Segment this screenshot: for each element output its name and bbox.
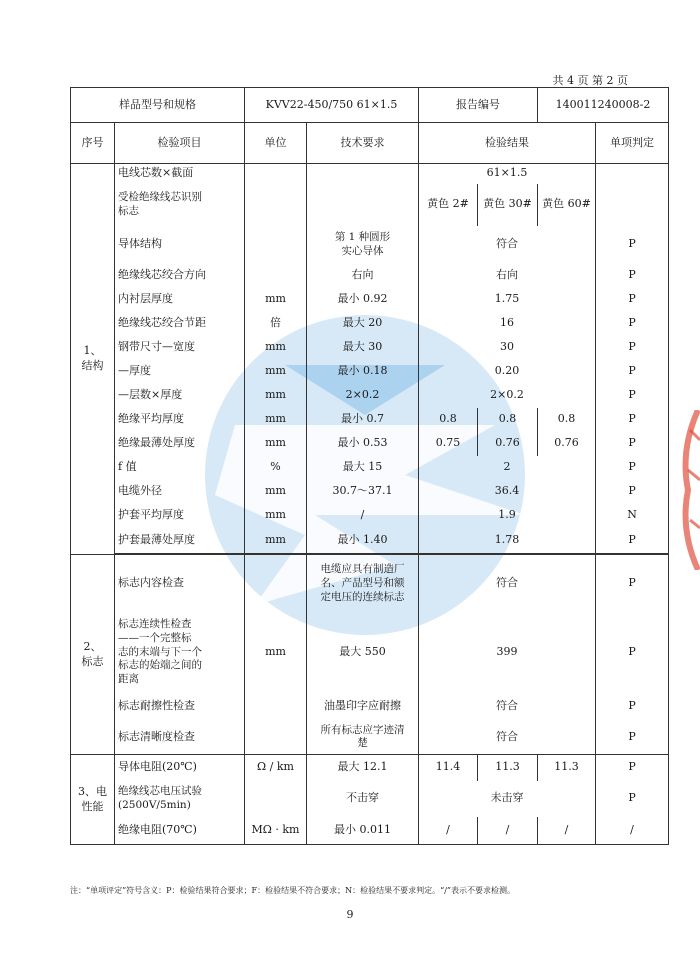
col-unit: 单位 <box>245 123 307 164</box>
item-cell: 导体结构 <box>115 226 245 264</box>
requirement-cell: 30.7～37.1 <box>307 480 419 504</box>
result-cell: 11.3 <box>478 755 538 781</box>
judgement-cell: P <box>596 408 669 432</box>
col-item: 检验项目 <box>115 123 245 164</box>
col-judgement: 单项判定 <box>596 123 669 164</box>
page-count: 共 4 页 第 2 页 <box>552 74 628 87</box>
judgement-cell: P <box>596 456 669 480</box>
test-report-table <box>70 87 669 845</box>
requirement-cell: 最大 20 <box>307 312 419 336</box>
item-cell: 标志内容检查 <box>115 555 245 613</box>
item-cell: 钢带尺寸—宽度 <box>115 336 245 360</box>
requirement-cell: / <box>307 504 419 528</box>
table-row <box>71 384 669 408</box>
result-cell: / <box>478 817 538 845</box>
result-cell: 16 <box>419 312 596 336</box>
item-cell: 绝缘线芯电压试验 (2500V/5min) <box>115 781 245 817</box>
table-row <box>71 336 669 360</box>
result-cell: 11.4 <box>419 755 478 781</box>
requirement-cell: 最大 12.1 <box>307 755 419 781</box>
table-row <box>71 312 669 336</box>
table-row <box>71 164 669 184</box>
requirement-cell: 右向 <box>307 264 419 288</box>
judgement-cell: P <box>596 432 669 456</box>
judgement-cell: P <box>596 312 669 336</box>
page-number: 9 <box>346 908 354 921</box>
result-cell: 0.75 <box>419 432 478 456</box>
result-cell: 右向 <box>419 264 596 288</box>
unit-cell: mm <box>245 408 307 432</box>
table-row <box>71 264 669 288</box>
result-cell: 2×0.2 <box>419 384 596 408</box>
table-row <box>71 288 669 312</box>
result-cell: 61×1.5 <box>419 164 596 184</box>
requirement-cell: 最小 0.92 <box>307 288 419 312</box>
sample-label: 样品型号和规格 <box>71 88 245 123</box>
judgement-cell: P <box>596 336 669 360</box>
result-cell: 0.76 <box>538 432 596 456</box>
section-label-electrical: 3、电 性能 <box>71 755 115 845</box>
footnote: 注：“单项评定”符号含义：P：检验结果符合要求；F：检验结果不符合要求；N：检验结果不要求判定。“/”表示不要求检测。 <box>70 886 515 895</box>
item-cell: 绝缘电阻(70℃) <box>115 817 245 845</box>
result-cell: 符合 <box>419 721 596 755</box>
result-cell: 符合 <box>419 693 596 721</box>
result-cell: 1.9 <box>419 504 596 528</box>
item-cell: 电缆外径 <box>115 480 245 504</box>
judgement-cell: P <box>596 755 669 781</box>
item-cell: 绝缘线芯绞合节距 <box>115 312 245 336</box>
result-cell: 0.8 <box>478 408 538 432</box>
requirement-cell: 第 1 种圆形 实心导体 <box>307 226 419 264</box>
judgement-cell: P <box>596 288 669 312</box>
item-cell: 绝缘线芯绞合方向 <box>115 264 245 288</box>
item-cell: 导体电阻(20℃) <box>115 755 245 781</box>
item-cell: f 值 <box>115 456 245 480</box>
col-result: 检验结果 <box>419 123 596 164</box>
result-cell: 1.78 <box>419 528 596 554</box>
item-cell: 电线芯数×截面 <box>115 164 245 184</box>
judgement-cell: P <box>596 781 669 817</box>
requirement-cell: 最小 0.18 <box>307 360 419 384</box>
item-cell: 内衬层厚度 <box>115 288 245 312</box>
requirement-cell: 2×0.2 <box>307 384 419 408</box>
table-row <box>71 613 669 693</box>
item-cell: 护套平均厚度 <box>115 504 245 528</box>
unit-cell: mm <box>245 384 307 408</box>
sample-info-row <box>71 88 669 123</box>
item-cell: 标志耐擦性检查 <box>115 693 245 721</box>
item-cell: 标志清晰度检查 <box>115 721 245 755</box>
col-no: 序号 <box>71 123 115 164</box>
requirement-cell: 最小 0.011 <box>307 817 419 845</box>
requirement-cell: 最大 30 <box>307 336 419 360</box>
table-row <box>71 408 669 432</box>
sample-value: KVV22-450/750 61×1.5 <box>245 88 419 123</box>
unit-cell: mm <box>245 480 307 504</box>
unit-cell: % <box>245 456 307 480</box>
judgement-cell: P <box>596 480 669 504</box>
table-row <box>71 781 669 817</box>
item-cell: 绝缘平均厚度 <box>115 408 245 432</box>
result-cell: 黄色 60# <box>538 184 596 226</box>
result-cell: 黄色 2# <box>419 184 478 226</box>
result-cell: 未击穿 <box>419 781 596 817</box>
table-row <box>71 817 669 845</box>
result-cell: 2 <box>419 456 596 480</box>
report-label: 报告编号 <box>419 88 538 123</box>
requirement-cell: 不击穿 <box>307 781 419 817</box>
result-cell: 0.8 <box>419 408 478 432</box>
judgement-cell: P <box>596 721 669 755</box>
unit-cell: mm <box>245 360 307 384</box>
requirement-cell: 最小 0.7 <box>307 408 419 432</box>
result-cell: 符合 <box>419 226 596 264</box>
result-cell: 11.3 <box>538 755 596 781</box>
column-header-row <box>71 123 669 164</box>
unit-cell: MΩ · km <box>245 817 307 845</box>
result-cell: 1.75 <box>419 288 596 312</box>
result-cell: / <box>538 817 596 845</box>
unit-cell: mm <box>245 528 307 554</box>
result-cell: 30 <box>419 336 596 360</box>
item-cell: —层数×厚度 <box>115 384 245 408</box>
judgement-cell: P <box>596 555 669 613</box>
requirement-cell: 电缆应具有制造厂 名、产品型号和额 定电压的连续标志 <box>307 555 419 613</box>
requirement-cell: 所有标志应字迹清 楚 <box>307 721 419 755</box>
table-row <box>71 693 669 721</box>
unit-cell: mm <box>245 336 307 360</box>
table-row <box>71 555 669 613</box>
requirement-cell: 最小 1.40 <box>307 528 419 554</box>
table-row <box>71 226 669 264</box>
judgement-cell: P <box>596 226 669 264</box>
col-requirement: 技术要求 <box>307 123 419 164</box>
result-cell: 36.4 <box>419 480 596 504</box>
result-cell: 符合 <box>419 555 596 613</box>
judgement-cell: N <box>596 504 669 528</box>
result-cell: 0.20 <box>419 360 596 384</box>
table-row <box>71 721 669 755</box>
judgement-cell: P <box>596 360 669 384</box>
result-cell: / <box>419 817 478 845</box>
requirement-cell: 最大 550 <box>307 613 419 693</box>
item-cell: 标志连续性检查 ——一个完整标 志的末端与下一个 标志的始端之间的 距离 <box>115 613 245 693</box>
result-cell: 0.8 <box>538 408 596 432</box>
unit-cell: mm <box>245 288 307 312</box>
unit-cell: 倍 <box>245 312 307 336</box>
judgement-cell: P <box>596 384 669 408</box>
table-row <box>71 432 669 456</box>
unit-cell: mm <box>245 432 307 456</box>
item-cell: 护套最薄处厚度 <box>115 528 245 554</box>
unit-cell: Ω / km <box>245 755 307 781</box>
table-row <box>71 184 669 226</box>
judgement-cell: P <box>596 613 669 693</box>
table-row <box>71 504 669 528</box>
item-cell: —厚度 <box>115 360 245 384</box>
result-cell: 黄色 30# <box>478 184 538 226</box>
result-cell: 0.76 <box>478 432 538 456</box>
unit-cell: mm <box>245 504 307 528</box>
section-label-marking: 2、 标志 <box>71 555 115 755</box>
table-row <box>71 360 669 384</box>
judgement-cell: P <box>596 528 669 554</box>
requirement-cell: 油墨印字应耐擦 <box>307 693 419 721</box>
judgement-cell: P <box>596 693 669 721</box>
item-cell: 受检绝缘线芯识别 标志 <box>115 184 245 226</box>
judgement-cell: / <box>596 817 669 845</box>
section-label-structure: 1、 结构 <box>71 164 115 555</box>
item-cell: 绝缘最薄处厚度 <box>115 432 245 456</box>
report-value: 140011240008-2 <box>538 88 669 123</box>
result-cell: 399 <box>419 613 596 693</box>
requirement-cell: 最小 0.53 <box>307 432 419 456</box>
unit-cell: mm <box>245 613 307 693</box>
table-row <box>71 528 669 554</box>
table-row <box>71 755 669 781</box>
table-row <box>71 456 669 480</box>
red-seal-edge <box>678 410 700 570</box>
table-row <box>71 480 669 504</box>
judgement-cell: P <box>596 264 669 288</box>
requirement-cell: 最大 15 <box>307 456 419 480</box>
